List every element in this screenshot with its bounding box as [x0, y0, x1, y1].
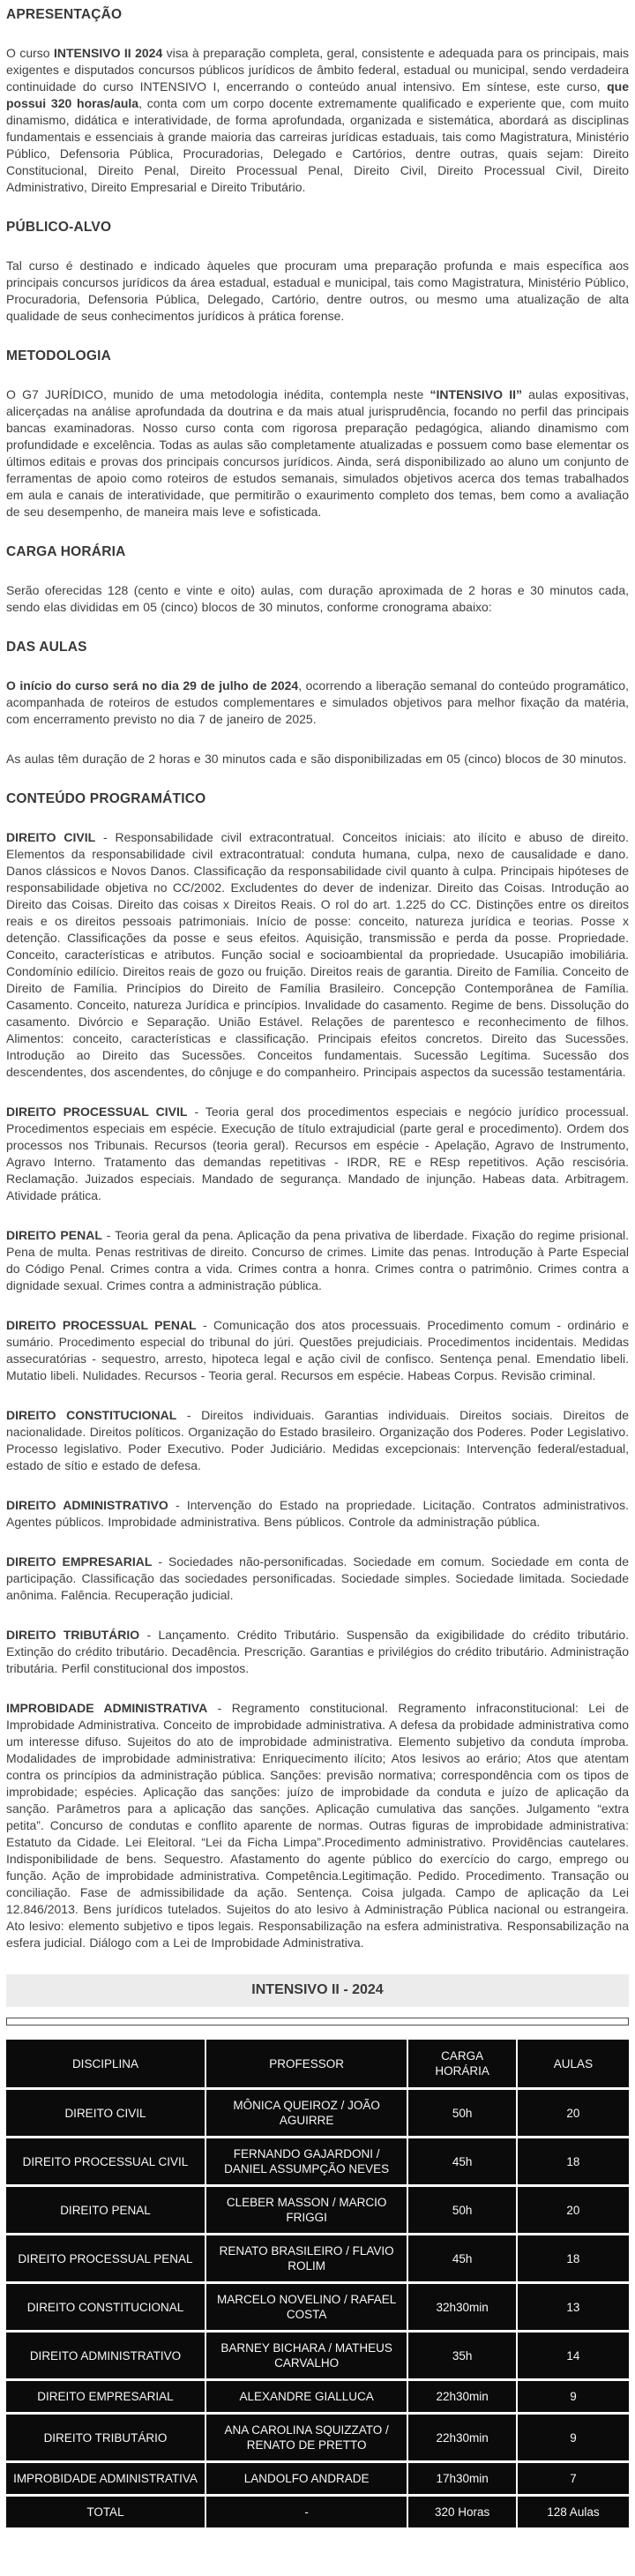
paragraph	[6, 1700, 629, 1951]
table-cell: 18	[517, 2138, 629, 2186]
table-cell: DIREITO PROCESSUAL PENAL	[6, 2235, 205, 2283]
table-row	[6, 2414, 629, 2462]
empty-strip	[6, 2018, 629, 2026]
table-cell: 9	[517, 2380, 629, 2414]
schedule-title-band	[6, 1974, 629, 2007]
table-header-row	[6, 2040, 629, 2089]
paragraph	[6, 45, 629, 196]
table-cell: DIREITO PENAL	[6, 2186, 205, 2235]
table-cell: TOTAL	[6, 2496, 205, 2528]
section-heading: CONTEÚDO PROGRAMÁTICO	[6, 791, 206, 806]
course-description	[6, 7, 629, 1951]
paragraph	[6, 751, 629, 768]
section-heading: APRESENTAÇÃO	[6, 7, 123, 22]
table-cell: 320 Horas	[407, 2496, 517, 2528]
table-row	[6, 2138, 629, 2186]
bold-text: DIREITO TRIBUTÁRIO	[6, 1628, 140, 1642]
table-cell: 50h	[407, 2186, 517, 2235]
body-text: - Responsabilidade civil extracontratual. Conceitos iniciais: ato ilícito e abuso de direito. Elementos da responsabilidade civil extracontratual: conduta humana, culpa, nexo de causalidade e dano. Danos clássicos e Novos Danos. Classificação da responsabilidade civil quanto à culpa. Principais hipóteses de responsabilidade objetiva no CC/2002. Excludentes do dever de indenizar. Direito das Coisas. Introdução ao Direito das Coisas. Direito das coisas x Direitos Reais. O rol do art. 1.225 do CC. Distinções entre os direitos reais e os direitos pessoais patrimoniais. Início de posse: conceito, natureza jurídica e teorias. Posse x detenção. Classificações da posse e seus efeitos. Aquisição, transmissão e perda da posse. Propriedade. Conceito, características e atributos. Função social e socioambiental da propriedade. Usucapião imobiliária. Condomínio edilício. Direitos reais de gozo ou fruição. Direitos reais de garantia. Direito de Família. Conceito de Direito de Família. Princípios do Direito de Família Brasileiro. Concepção Contemporânea de Família. Casamento. Conceito, natureza Jurídica e princípios. Invalidade do casamento. Regime de bens. Dissolução do casamento. Divórcio e Separação. União Estável. Relações de parentesco e reconhecimento de filhos. Alimentos: conceito, características e classificação. Principais efeitos concretos. Direito das Sucessões. Introdução ao Direito das Sucessões. Conceitos fundamentais. Sucessão Legítima. Sucessão dos descendentes, dos ascendentes, do cônjuge e do companheiro. Principais aspectos da sucessão testamentária.	[6, 830, 629, 1079]
paragraph	[6, 1317, 629, 1384]
table-cell: DIREITO EMPRESARIAL	[6, 2380, 205, 2414]
table-cell: 18	[517, 2235, 629, 2283]
body-text: - Sociedades não-personificadas. Sociedade em comum. Sociedade em conta de participação. Classificação das sociedades personificadas. Sociedade simples. Sociedade limitada. Sociedade anônima. Falência. Recuperação judicial.	[6, 1554, 630, 1602]
table-cell: BARNEY BICHARA / MATHEUS CARVALHO	[205, 2332, 407, 2380]
table-cell: -	[205, 2496, 407, 2528]
body-text: O G7 JURÍDICO, munido de uma metodologia inédita, contempla neste	[6, 387, 430, 401]
bold-text: DIREITO PENAL	[6, 1228, 102, 1242]
body-text: aulas expositivas, alicerçadas na análise aprofundada da doutrina e da mais atual jurisprudência, focando no perfil das principais bancas examinadoras. Nosso curso conta com rigorosa preparação pedagógica, aliando dinamismo com profundidade e excelência. Todas as aulas são completamente atualizadas e possuem como base elementar os últimos editais e provas dos principais concursos jurídicos. Ainda, será disponibilizado ao aluno um conjunto de ferramentas de apoio como roteiros de estudos semanais, simulados objetivos acerca dos temas trabalhados em aula e canais de interatividade, que permitirão o exaurimento completo dos temas, bem como a avaliação de seu desempenho, de maneira mais leve e sofisticada.	[6, 387, 629, 519]
bold-text: DIREITO ADMINISTRATIVO	[6, 1498, 168, 1512]
table-cell: 45h	[407, 2235, 517, 2283]
body-text: - Teoria geral dos procedimentos especiais e negócio jurídico processual. Procedimentos especiais em espécie. Execução de título extrajudicial (parte geral e procedimento). Ordem dos processos nos Tribunais. Recursos (teoria geral). Recursos em espécie - Apelação, Agravo de Instrumento, Agravo Interno. Tratamento das demandas repetitivas - IRDR, RE e REsp repetitivos. Ação rescisória. Reclamação. Juizados especiais. Mandado de segurança. Mandado de injunção. Habeas data. Arbitragem. Atividade prática.	[6, 1105, 629, 1202]
table-row	[6, 2332, 629, 2380]
schedule-table-head	[6, 2040, 629, 2089]
table-row	[6, 2235, 629, 2283]
body-text: - Direitos individuais. Garantias individuais. Direitos sociais. Direitos de nacionalidade. Direitos políticos. Organização do Estado brasileiro. Organização dos Poderes. Poder Legislativo. Processo legislativo. Poder Executivo. Poder Judiciário. Medidas excepcionais: Intervenção federal/estadual, estado de sítio e estado de defesa.	[6, 1408, 629, 1472]
bold-text: DIREITO PROCESSUAL PENAL	[6, 1318, 197, 1332]
paragraph	[6, 1497, 629, 1531]
paragraph	[6, 258, 629, 325]
table-cell: 13	[517, 2283, 629, 2332]
table-row	[6, 2283, 629, 2332]
table-cell: 9	[517, 2414, 629, 2462]
table-cell: DIREITO PROCESSUAL CIVIL	[6, 2138, 205, 2186]
table-cell: FERNANDO GAJARDONI / DANIEL ASSUMPÇÃO NEVES	[205, 2138, 407, 2186]
table-cell: 22h30min	[407, 2414, 517, 2462]
section-heading: DAS AULAS	[6, 640, 87, 655]
paragraph	[6, 1104, 629, 1204]
table-cell: 45h	[407, 2138, 517, 2186]
column-header: DISCIPLINA	[6, 2040, 205, 2089]
schedule-table-body	[6, 2089, 629, 2528]
table-cell: 20	[517, 2089, 629, 2138]
schedule-table	[6, 2040, 629, 2527]
schedule-title: INTENSIVO II - 2024	[251, 1982, 384, 1997]
paragraph	[6, 1227, 629, 1294]
bold-text: IMPROBIDADE ADMINISTRATIVA	[6, 1701, 208, 1715]
table-row	[6, 2186, 629, 2235]
table-cell: ALEXANDRE GIALLUCA	[205, 2380, 407, 2414]
bold-text: DIREITO PROCESSUAL CIVIL	[6, 1105, 188, 1119]
table-cell: 7	[517, 2462, 629, 2496]
table-cell: 20	[517, 2186, 629, 2235]
table-cell: 14	[517, 2332, 629, 2380]
section-heading: CARGA HORÁRIA	[6, 544, 126, 559]
paragraph	[6, 1407, 629, 1474]
paragraph	[6, 678, 629, 728]
bold-text: “INTENSIVO II”	[430, 387, 522, 401]
paragraph	[6, 829, 629, 1081]
body-text: - Intervenção do Estado na propriedade. Licitação. Contratos administrativos. Agentes públicos. Improbidade administrativa. Bens públicos. Controle da administração pública.	[6, 1498, 629, 1529]
body-text: As aulas têm duração de 2 horas e 30 minutos cada e são disponibilizadas em 05 (cinco) blocos de 30 minutos.	[6, 752, 627, 766]
table-cell: DIREITO CONSTITUCIONAL	[6, 2283, 205, 2332]
paragraph	[6, 1554, 629, 1604]
table-cell: 35h	[407, 2332, 517, 2380]
paragraph	[6, 1627, 629, 1677]
table-row	[6, 2462, 629, 2496]
bold-text: que possui 320 horas/aula	[6, 79, 629, 110]
body-text: Serão oferecidas 128 (cento e vinte e oito) aulas, com duração aproximada de 2 horas e 30 minutos cada, sendo elas divididas em 05 (cinco) blocos de 30 minutos, conforme cronograma abaixo:	[6, 583, 629, 614]
bold-text: INTENSIVO II 2024	[54, 46, 163, 60]
table-cell: 50h	[407, 2089, 517, 2138]
bold-text: DIREITO EMPRESARIAL	[6, 1554, 153, 1569]
table-row	[6, 2380, 629, 2414]
column-header: AULAS	[517, 2040, 629, 2089]
table-cell: DIREITO TRIBUTÁRIO	[6, 2414, 205, 2462]
table-cell: 128 Aulas	[517, 2496, 629, 2528]
table-cell: IMPROBIDADE ADMINISTRATIVA	[6, 2462, 205, 2496]
table-cell: 22h30min	[407, 2380, 517, 2414]
table-cell: DIREITO ADMINISTRATIVO	[6, 2332, 205, 2380]
body-text: , ocorrendo a liberação semanal do conteúdo programático, acompanhada de roteiros de estudos complementares e simulados objetivos para melhor fixação da matéria, com encerramento previsto no dia 7 de janeiro de 2025.	[6, 678, 629, 726]
column-header: PROFESSOR	[205, 2040, 407, 2089]
table-cell: RENATO BRASILEIRO / FLAVIO ROLIM	[205, 2235, 407, 2283]
table-cell: DIREITO CIVIL	[6, 2089, 205, 2138]
body-text: visa à preparação completa, geral, consistente e adequada para os principais, mais exigentes e disputados concursos públicos jurídicos de âmbito federal, estadual ou municipal, sendo verdadeira continuidade do curso INTENSIVO I, encerrando o conteúdo anual intensivo. Em síntese, este curso,	[6, 46, 629, 94]
table-row	[6, 2089, 629, 2138]
section-heading: PÚBLICO-ALVO	[6, 220, 112, 235]
paragraph	[6, 386, 629, 520]
column-header: CARGA HORÁRIA	[407, 2040, 517, 2089]
body-text: - Lançamento. Crédito Tributário. Suspensão da exigibilidade do crédito tributário. Extinção do crédito tributário. Decadência. Prescrição. Garantias e privilégios do crédito tributário. Administração tributária. Perfil constitucional dos impostos.	[6, 1628, 629, 1675]
table-row	[6, 2496, 629, 2528]
body-text: Tal curso é destinado e indicado àqueles que procuram uma preparação profunda e mais específica aos principais concursos jurídicos da área estadual, estadual e municipal, tais como Magistratura, Ministério Público, Procuradoria, Defensoria Pública, Delegado, Cartório, dentre outros, ou mesmo uma atualização de alta qualidade de seus conhecimentos jurídicos à prática forense.	[6, 258, 629, 323]
body-text: - Regramento constitucional. Regramento infraconstitucional: Lei de Improbidade Administrativa. Conceito de improbidade administrativa. A defesa da probidade administrativa como um interesse difuso. Sujeitos do ato de improbidade administrativa. Elemento subjetivo da conduta ímproba. Modalidades de improbidade administrativa: Enriquecimento ilícito; Atos lesivos ao erário; Atos que atentam contra os princípios da administração pública. Sanções: previsão normativa; correspondência com os tipos de improbidade; espécies. Aplicação das sanções: juízo de improbidade da conduta e juízo de aplicação da sanção. Parâmetros para a aplicação das sanções. Aplicação cumulativa das sanções. Julgamento “extra petita”. Concurso de condutas e conflito aparente de normas. Outras figuras de improbidade administrativa: Estatuto da Cidade. Lei Eleitoral. “Lei da Ficha Limpa”.Procedimento administrativo. Providências cautelares. Indisponibilidade de bens. Sequestro. Afastamento do agente público do exercício do cargo, emprego ou função. Ação de improbidade administrativa. Competência.Legitimação. Pedido. Procedimento. Transação ou conciliação. Fase de admissibilidade da ação. Sentença. Coisa julgada. Campo de aplicação da Lei 12.846/2013. Bens jurídicos tutelados. Sujeitos do ato lesivo à Administração Pública nacional ou estrangeira. Ato lesivo: elemento subjetivo e tipos legais. Responsabilização na esfera administrativa. Responsabilização na esfera judicial. Diálogo com a Lei de Improbidade Administrativa.	[6, 1701, 629, 1950]
section-heading: METODOLOGIA	[6, 348, 112, 363]
table-cell: ANA CAROLINA SQUIZZATO / RENATO DE PRETTO	[205, 2414, 407, 2462]
body-text: O curso	[6, 46, 54, 60]
bold-text: O início do curso será no dia 29 de julho de 2024	[6, 678, 299, 693]
table-cell: MARCELO NOVELINO / RAFAEL COSTA	[205, 2283, 407, 2332]
paragraph	[6, 582, 629, 616]
table-cell: 17h30min	[407, 2462, 517, 2496]
body-text: - Comunicação dos atos processuais. Procedimento comum - ordinário e sumário. Procedimento especial do tribunal do júri. Questões prejudiciais. Procedimentos incidentais. Medidas assecuratórias - sequestro, arresto, hipoteca legal e ação civil de confisco. Sentença penal. Emendatio libeli. Mutatio libeli. Nulidades. Recursos - Teoria geral. Recursos em espécie. Habeas Corpus. Revisão criminal.	[6, 1318, 629, 1382]
body-text: , conta com um corpo docente extremamente qualificado e experiente que, com muito dinamismo, didática e interatividade, de forma aprofundada, organizada e sistemática, abordará as disciplinas fundamentais e essenciais à grande maioria das carreiras jurídicas estaduais, tais como Magistratura, Ministério Público, Defensoria Pública, Procuradorias, Delegado e Cartórios, dentre outras, quais sejam: Direito Constitucional, Direito Penal, Direito Processual Penal, Direito Civil, Direito Processual Civil, Direito Administrativo, Direito Empresarial e Direito Tributário.	[6, 96, 629, 194]
table-cell: 32h30min	[407, 2283, 517, 2332]
table-cell: LANDOLFO ANDRADE	[205, 2462, 407, 2496]
bold-text: DIREITO CIVIL	[6, 830, 96, 844]
body-text: - Teoria geral da pena. Aplicação da pena privativa de liberdade. Fixação do regime prisional. Pena de multa. Penas restritivas de direito. Concurso de crimes. Limite das penas. Introdução à Parte Especial do Código Penal. Crimes contra a vida. Crimes contra a honra. Crimes contra o patrimônio. Crimes contra a dignidade sexual. Crimes contra a administração pública.	[6, 1228, 629, 1292]
table-cell: CLEBER MASSON / MARCIO FRIGGI	[205, 2186, 407, 2235]
table-cell: MÔNICA QUEIROZ / JOÃO AGUIRRE	[205, 2089, 407, 2138]
bold-text: DIREITO CONSTITUCIONAL	[6, 1408, 177, 1422]
